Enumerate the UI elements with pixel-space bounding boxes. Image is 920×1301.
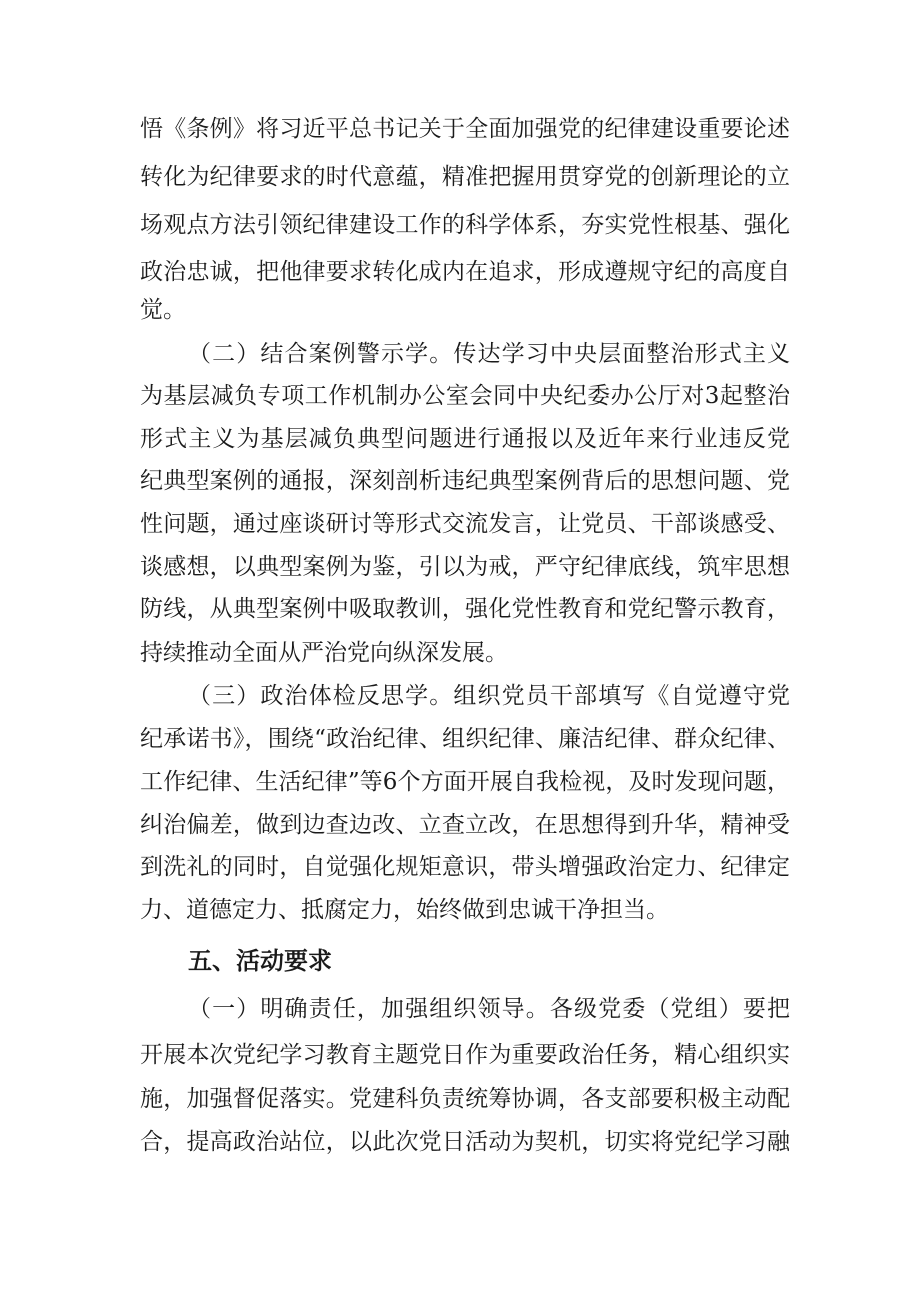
text-line: 持续推动全面从严治党向纵深发展。 — [140, 640, 508, 666]
text-line: 政治忠诚，把他律要求转化成内在追求，形成遵规守纪的高度自 — [140, 259, 790, 285]
text-line: 场观点方法引领纪律建设工作的科学体系，夯实党性根基、强化 — [140, 212, 790, 238]
text-line: 到洗礼的同时，自觉强化规矩意识，带头增强政治定力、纪律定 — [140, 854, 790, 880]
text-line: 开展本次党纪学习教育主题党日作为重要政治任务，精心组织实 — [140, 1042, 790, 1068]
text-line: （一）明确责任，加强组织领导。各级党委（党组）要把 — [188, 996, 790, 1022]
text-line: 纠治偏差，做到边查边改、立查立改，在思想得到升华，精神受 — [140, 812, 790, 838]
text-line: 工作纪律、生活纪律”等6个方面开展自我检视，及时发现问题， — [140, 769, 790, 795]
text-line: （二）结合案例警示学。传达学习中央层面整治形式主义 — [188, 341, 790, 367]
text-line: 性问题，通过座谈研讨等形式交流发言，让党员、干部谈感受、 — [140, 511, 790, 537]
text-line: （三）政治体检反思学。组织党员干部填写《自觉遵守党 — [188, 683, 790, 709]
text-line: 合，提高政治站位，以此次党日活动为契机，切实将党纪学习融 — [140, 1129, 790, 1155]
text-line: 觉。 — [140, 297, 186, 323]
text-line: 施，加强督促落实。党建科负责统筹协调，各支部要积极主动配 — [140, 1086, 790, 1112]
text-line: 悟《条例》将习近平总书记关于全面加强党的纪律建设重要论述 — [140, 116, 790, 142]
text-line: 纪承诺书》，围绕“政治纪律、组织纪律、廉洁纪律、群众纪律、 — [140, 726, 790, 752]
text-line: 纪典型案例的通报，深刻剖析违纪典型案例背后的思想问题、党 — [140, 468, 790, 494]
text-line: 谈感想，以典型案例为鉴，引以为戒，严守纪律底线，筑牢思想 — [140, 554, 790, 580]
text-line: 防线，从典型案例中吸取教训，强化党性教育和党纪警示教育， — [140, 596, 790, 622]
text-line: 为基层减负专项工作机制办公室会同中央纪委办公厅对3起整治 — [140, 383, 790, 409]
text-line: 形式主义为基层减负典型问题进行通报以及近年来行业违反党 — [140, 426, 790, 452]
text-line: 转化为纪律要求的时代意蕴，精准把握用贯穿党的创新理论的立 — [140, 164, 790, 190]
section-heading: 五、活动要求 — [188, 947, 332, 975]
text-line: 力、道德定力、抵腐定力，始终做到忠诚干净担当。 — [140, 897, 669, 923]
